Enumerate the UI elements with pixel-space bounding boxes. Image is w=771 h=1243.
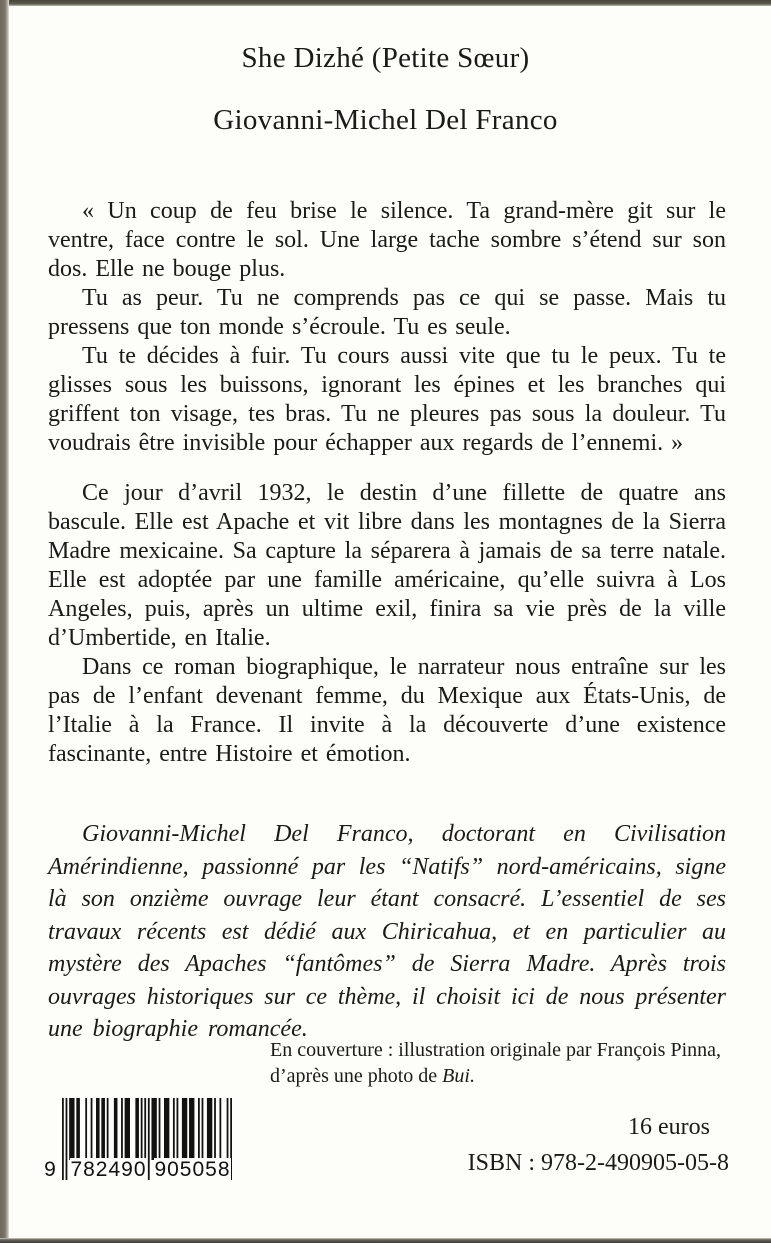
synopsis-paragraph: Ce jour d’avril 1932, le destin d’une fillette de quatre ans bascule. Elle est Apache et vit libre dans les montagnes de la Sierra Madre mexicaine. Sa capture la séparera à jamais de sa terre natale. Elle est adoptée par une famille américaine, qu’elle suivra à Los Angeles, puis, après un ultime exil, finira sa vie près de la ville d’Umbertide, en Italie.	[48, 480, 726, 651]
barcode-digits-left: 782490	[70, 1158, 147, 1181]
scan-edge-left	[0, 0, 9, 1243]
book-author: Giovanni-Michel Del Franco	[213, 104, 558, 136]
synopsis-text	[48, 197, 726, 769]
price-label: 16 euros	[628, 1114, 710, 1140]
ean13-barcode	[42, 1098, 244, 1182]
cover-credit-line1: En couverture : illustration originale par François Pinna,	[270, 1039, 721, 1061]
synopsis-quote-paragraph: Tu as peur. Tu ne comprends pas ce qui se passe. Mais tu pressens que ton monde s’écroule. Tu es seule.	[48, 285, 726, 340]
author-bio: Giovanni-Michel Del Franco, doctorant en Civilisation Amérindienne, passionné par les “Natifs” nord-américains, signe là son onzième ouvrage leur étant consacré. L’essentiel de ses travaux récents est dédié aux Chiricahua, et en particulier au mystère des Apaches “fantômes” de Sierra Madre. Après trois ouvrages historiques sur ce thème, il choisit ici de nous présenter une biographie romancée.	[48, 821, 726, 1042]
scan-edge-bottom	[0, 1238, 771, 1243]
isbn-label: ISBN : 978-2-490905-05-8	[467, 1150, 729, 1176]
book-title: She Dizhé (Petite Sœur)	[241, 42, 530, 74]
barcode-digits-right: 905058	[154, 1158, 231, 1181]
cover-credit-photo-name: Bui.	[442, 1065, 475, 1087]
scan-edge-top	[0, 0, 771, 6]
barcode-digit-first: 9	[44, 1158, 57, 1181]
cover-credit-line2: d’après une photo de	[270, 1065, 443, 1087]
synopsis-paragraph: Dans ce roman biographique, le narrateur nous entraîne sur les pas de l’enfant devenant femme, du Mexique aux États-Unis, de l’Italie à la France. Il invite à la découverte d’une existence fascinante, entre Histoire et émotion.	[48, 654, 726, 767]
synopsis-quote-paragraph: Tu te décides à fuir. Tu cours aussi vite que tu le peux. Tu te glisses sous les buissons, ignorant les épines et les branches qui griffent ton visage, tes bras. Tu ne pleures pas sous la douleur. Tu voudrais être invisible pour échapper aux regards de l’ennemi. »	[48, 343, 726, 456]
synopsis-quote-paragraph: « Un coup de feu brise le silence. Ta grand-mère git sur le ventre, face contre le sol. Une large tache sombre s’étend sur son dos. Elle ne bouge plus.	[48, 198, 726, 282]
cover-credit	[270, 1037, 740, 1089]
